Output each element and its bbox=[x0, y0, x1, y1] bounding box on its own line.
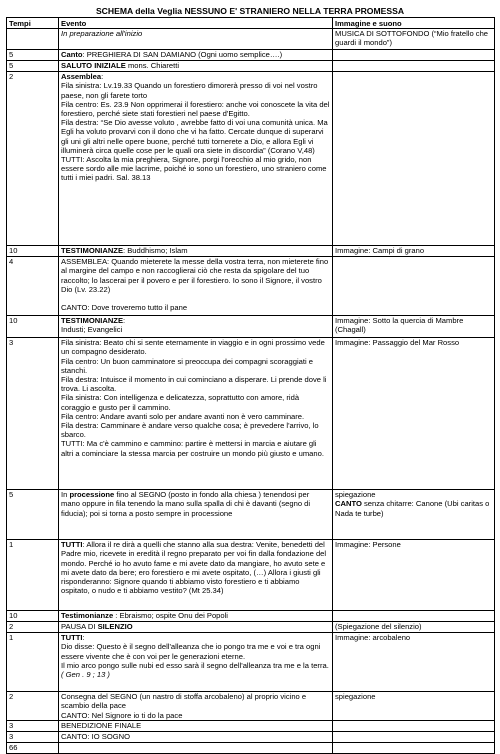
evento-segment: TUTTI bbox=[61, 540, 83, 550]
table-row bbox=[7, 742, 495, 753]
immagine-segment: MUSICA DI SOTTOFONDO (“Mio fratello che guardi il mondo”) bbox=[335, 29, 489, 48]
evento-segment: fino al SEGNO (posto in fondo alla chiesa ) tenendosi per mano oppure in fila tenendo la mano sulla spalla di chi è davanti (segno di fiducia); poi si torna a posto sempre in processione bbox=[61, 490, 311, 518]
evento-segment: processione bbox=[69, 490, 115, 500]
cell-tempi: 2 bbox=[7, 71, 59, 245]
cell-tempi bbox=[7, 28, 59, 49]
table-row bbox=[7, 245, 495, 256]
evento-segment: In preparazione all'inizio bbox=[61, 29, 143, 39]
immagine-segment: Immagine: Campi di grano bbox=[335, 246, 425, 256]
cell-immagine bbox=[333, 539, 495, 610]
table-body bbox=[7, 28, 495, 753]
cell-immagine bbox=[333, 71, 495, 245]
evento-segment: CANTO: IO SOGNO bbox=[61, 732, 131, 742]
cell-tempi: 5 bbox=[7, 60, 59, 71]
cell-evento bbox=[59, 731, 333, 742]
immagine-segment: senza chitarre: Canone (Ubi caritas o Nada te turbe) bbox=[335, 499, 490, 518]
document-title: SCHEMA della Veglia NESSUNO E' STRANIERO NELLA TERRA PROMESSA bbox=[95, 6, 405, 16]
table-row bbox=[7, 60, 495, 71]
cell-immagine bbox=[333, 720, 495, 731]
cell-immagine bbox=[333, 731, 495, 742]
cell-immagine bbox=[333, 742, 495, 753]
table-header-row bbox=[7, 18, 495, 29]
cell-tempi: 2 bbox=[7, 691, 59, 720]
table-row bbox=[7, 256, 495, 315]
evento-segment: TUTTI bbox=[61, 633, 83, 643]
immagine-segment: Immagine: Sotto la quercia di Mambre (Chagall) bbox=[335, 316, 464, 335]
cell-evento bbox=[59, 49, 333, 60]
cell-tempi: 3 bbox=[7, 720, 59, 731]
table-row bbox=[7, 539, 495, 610]
cell-tempi: 2 bbox=[7, 621, 59, 632]
immagine-segment: Immagine: arcobaleno bbox=[335, 633, 411, 643]
header-evento: Evento bbox=[59, 18, 333, 29]
cell-tempi: 10 bbox=[7, 610, 59, 621]
cell-evento bbox=[59, 245, 333, 256]
evento-segment: Canto bbox=[61, 50, 83, 60]
evento-segment: BENEDIZIONE FINALE bbox=[61, 721, 142, 731]
immagine-segment: Immagine: Passaggio del Mar Rosso bbox=[335, 338, 460, 348]
table-row bbox=[7, 731, 495, 742]
cell-tempi: 4 bbox=[7, 256, 59, 315]
cell-immagine bbox=[333, 610, 495, 621]
evento-segment: TESTIMONIANZE bbox=[61, 316, 124, 326]
cell-immagine bbox=[333, 49, 495, 60]
cell-evento bbox=[59, 28, 333, 49]
cell-evento bbox=[59, 691, 333, 720]
cell-immagine bbox=[333, 621, 495, 632]
cell-evento bbox=[59, 610, 333, 621]
cell-evento bbox=[59, 256, 333, 315]
table-row bbox=[7, 632, 495, 691]
cell-immagine bbox=[333, 632, 495, 691]
cell-evento bbox=[59, 315, 333, 337]
cell-evento bbox=[59, 60, 333, 71]
cell-immagine bbox=[333, 245, 495, 256]
evento-segment: : Industi; Evangelici bbox=[61, 316, 126, 335]
evento-segment: Consegna del SEGNO (un nastro di stoffa arcobaleno) al proprio vicino e scambio della pace CANTO: Nel Signore io ti do la pace bbox=[61, 692, 307, 720]
cell-tempi: 5 bbox=[7, 49, 59, 60]
evento-segment: PAUSA DI bbox=[61, 622, 98, 632]
evento-segment: : Buddhismo; Islam bbox=[123, 246, 188, 256]
cell-immagine bbox=[333, 489, 495, 539]
cell-evento bbox=[59, 742, 333, 753]
evento-segment: : Allora il re dirà a quelli che stanno alla sua destra: Venite, benedetti del Padre mio, ricevete in eredità il regno preparato per voi fin dalla fondazione del mondo. Perché io ho avuto fame e mi avete dato da mangiare, ho avuto sete e mi avete dato da bere; ero forestiero e mi avete ospitato, (…) Allora i giusti gli risponderanno: Signore quando ti abbiamo visto forestiero e ti abbiamo ospitato, o nudo e ti abbiamo vestito? (Mt 25.34) bbox=[61, 540, 327, 596]
table-row bbox=[7, 337, 495, 489]
table-row bbox=[7, 621, 495, 632]
cell-evento bbox=[59, 621, 333, 632]
cell-tempi: 66 bbox=[7, 742, 59, 753]
header-immagine: Immagine e suono bbox=[333, 18, 495, 29]
cell-immagine bbox=[333, 256, 495, 315]
cell-evento bbox=[59, 489, 333, 539]
cell-immagine bbox=[333, 60, 495, 71]
evento-segment: SALUTO INIZIALE bbox=[61, 61, 126, 71]
evento-segment: : Ebraismo; ospite Onu dei Popoli bbox=[113, 611, 228, 621]
cell-evento bbox=[59, 337, 333, 489]
table-row bbox=[7, 610, 495, 621]
evento-segment: ( Gen . 9 ; 13 ) bbox=[61, 670, 110, 680]
evento-segment: mons. Chiaretti bbox=[125, 61, 180, 71]
cell-tempi: 10 bbox=[7, 315, 59, 337]
table-row bbox=[7, 691, 495, 720]
evento-segment: Testimonianze bbox=[61, 611, 114, 621]
table-row bbox=[7, 720, 495, 731]
evento-segment: Fila sinistra: Beato chi si sente eternamente in viaggio e in ogni prossimo vede un compagno desiderato. Fila centro: Un buon camminatore si preoccupa dei compagni scoraggiati e stanchi. Fila destra: Intuisce il momento in cui cominciano a disperare. Li prende dove li trova. Li ascolta. Fila sinistra: Con intelligenza e delicatezza, soprattutto con amore, ridà coraggio e gusto per il cammino. Fila centro: Andare avanti solo per andare avanti non è vero camminare. Fila destra: Camminare è andare verso qualche cosa; è prevedere l'arrivo, lo sbarco. TUTTI: Ma c'è cammino e cammino: partire è mettersi in marcia e aiutare gli altri a cominciare la stessa marcia per costruire un mondo più giusto e umano. bbox=[61, 338, 327, 458]
cell-tempi: 1 bbox=[7, 539, 59, 610]
cell-evento bbox=[59, 632, 333, 691]
evento-segment: SILENZIO bbox=[97, 622, 133, 632]
evento-segment: ASSEMBLEA: Quando mieterete la messe della vostra terra, non mieterete fino al margine del campo e non raccoglierai ciò che resta da spigolare del tuo raccolto; lo lascerai per il povero e per il forestiero. Io sono il Signore, il vostro Dio (Lv. 23.22) CANTO: Dove troveremo tutto il pane bbox=[61, 257, 329, 313]
immagine-segment: (Spiegazione del silenzio) bbox=[335, 622, 422, 632]
cell-immagine bbox=[333, 337, 495, 489]
immagine-segment: Immagine: Persone bbox=[335, 540, 401, 550]
evento-segment: TESTIMONIANZE bbox=[61, 246, 124, 256]
cell-tempi: 3 bbox=[7, 731, 59, 742]
cell-tempi: 5 bbox=[7, 489, 59, 539]
cell-evento bbox=[59, 539, 333, 610]
cell-evento bbox=[59, 71, 333, 245]
table-row bbox=[7, 71, 495, 245]
table-row bbox=[7, 315, 495, 337]
cell-evento bbox=[59, 720, 333, 731]
evento-segment: : PREGHIERA DI SAN DAMIANO (Ogni uomo semplice….) bbox=[82, 50, 283, 60]
cell-immagine bbox=[333, 315, 495, 337]
immagine-segment: CANTO bbox=[335, 499, 362, 509]
cell-immagine bbox=[333, 691, 495, 720]
table-row bbox=[7, 489, 495, 539]
immagine-segment: spiegazione bbox=[335, 692, 376, 702]
cell-immagine bbox=[333, 28, 495, 49]
cell-tempi: 10 bbox=[7, 245, 59, 256]
evento-segment: Assemblea bbox=[61, 72, 102, 82]
cell-tempi: 3 bbox=[7, 337, 59, 489]
evento-segment: : Dio disse: Questo è il segno dell'alleanza che io pongo tra me e voi e tra ogni essere vivente che è con voi per le generazioni eterne. Il mio arco pongo sulle nubi ed esso sarà il segno dell'alleanza tra me e la terra. bbox=[61, 633, 329, 670]
header-tempi: Tempi bbox=[7, 18, 59, 29]
cell-tempi: 1 bbox=[7, 632, 59, 691]
table-row bbox=[7, 28, 495, 49]
immagine-segment: spiegazione bbox=[335, 490, 376, 500]
evento-segment: : Fila sinistra: Lv.19.33 Quando un forestiero dimorerà presso di voi nel vostro paese, non gli farete torto Fila centro: Es. 23.9 Non opprimerai il forestiero: anche voi conoscete la vita del forestiero, perché siete stati forestieri nel paese d'Egitto. Fila destra: “Se Dio avesse voluto , avrebbe fatto di voi una comunità unica. Ma Egli ha voluto provarvi con il dono che vi ha fatto. Cercate dunque di superarvi gli uni gli altri nelle opere buone, perché tutti tornerete a Dio, e allora Egli vi illuminerà circa quelle cose per le quali ora siete in discordia” (Corano V,48) TUTTI: Ascolta la mia preghiera, Signore, porgi l'orecchio al mio grido, non essere sordo alle mie lacrime, poiché io sono un forestiero, uno straniero come tutti i miei padri. Sal. 38.13 bbox=[61, 72, 330, 183]
table-row bbox=[7, 49, 495, 60]
schedule-table bbox=[6, 17, 495, 754]
evento-segment: In bbox=[61, 490, 70, 500]
